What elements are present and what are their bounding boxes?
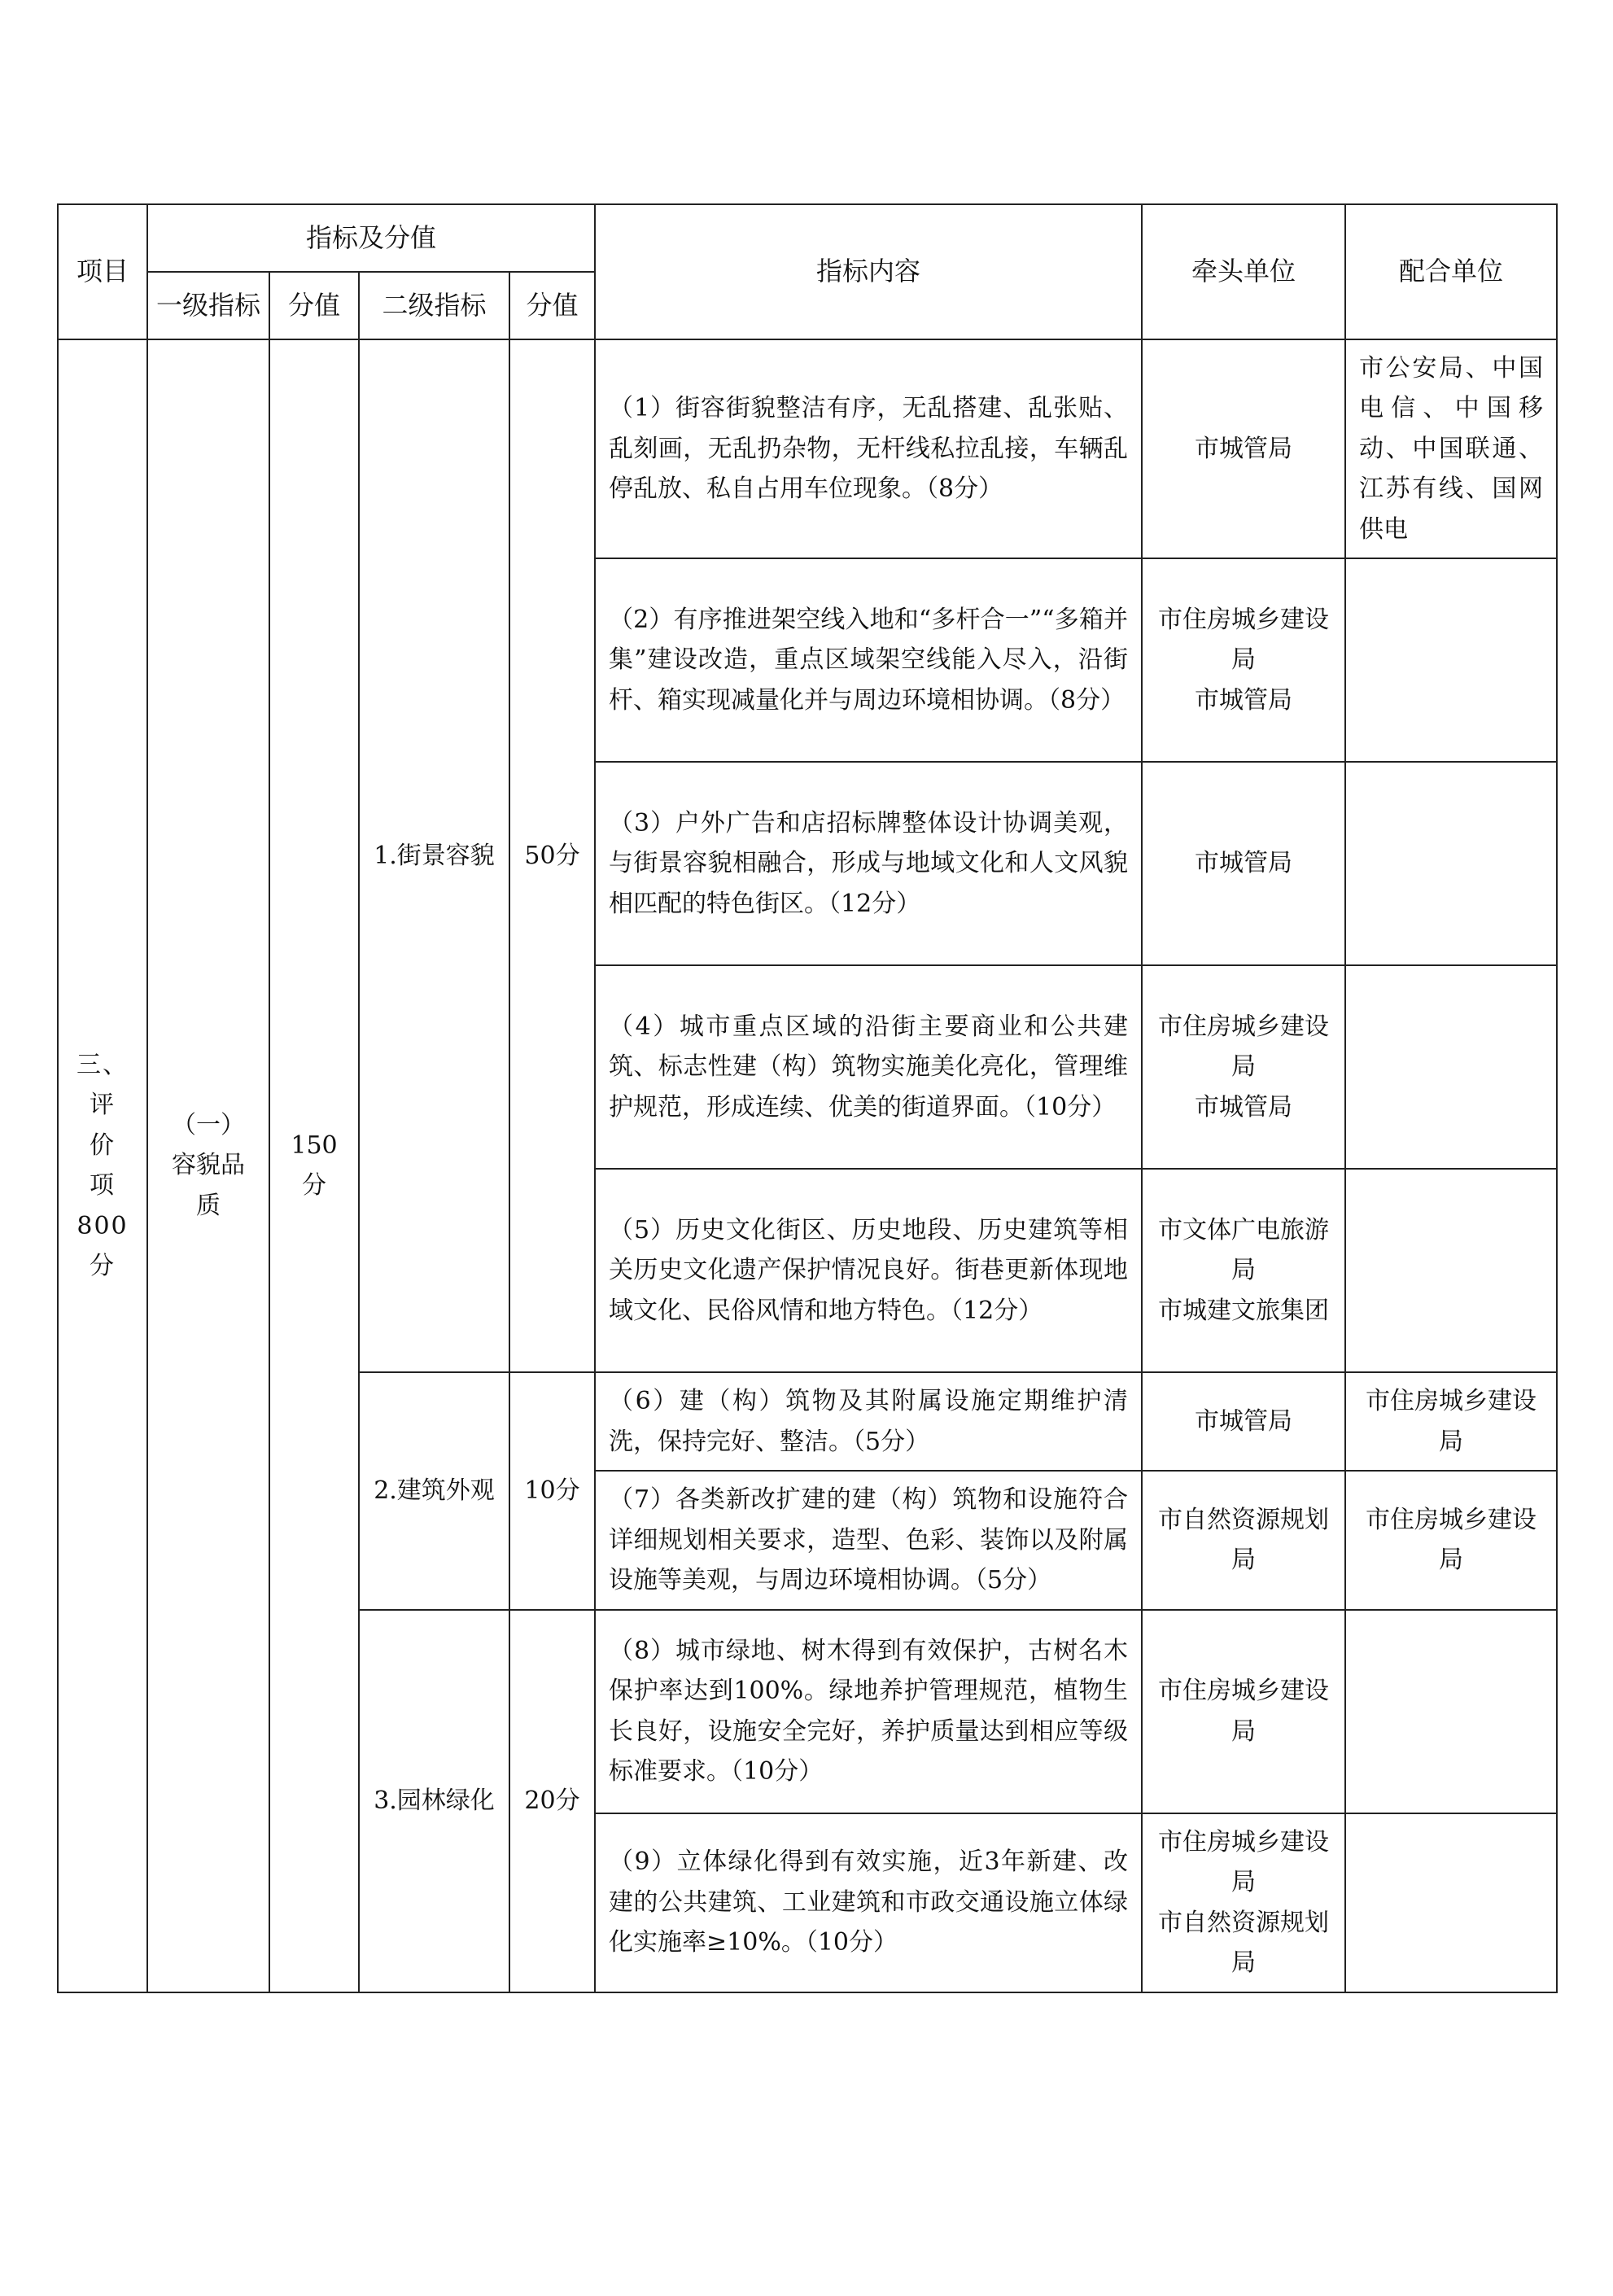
- project-score: 800分: [76, 1211, 129, 1281]
- coop-unit-cell: 市住房城乡建设局: [1345, 1471, 1557, 1610]
- content-cell: （2）有序推进架空线入地和“多杆合一”“多箱并集”建设改造，重点区域架空线能入尽入，沿街杆、箱实现减量化并与周边环境相协调。（8分）: [595, 558, 1142, 762]
- lead-unit: 市自然资源规划局: [1158, 1505, 1330, 1575]
- header-lead-unit: 牵头单位: [1142, 204, 1345, 339]
- level2-score: 20分: [509, 1610, 595, 1992]
- content-cell: （4）城市重点区域的沿街主要商业和公共建筑、标志性建（构）筑物实施美化亮化，管理维护规范，形成连续、优美的街道界面。（10分）: [595, 965, 1142, 1169]
- coop-unit-cell: [1345, 1610, 1557, 1813]
- header-content: 指标内容: [595, 204, 1142, 339]
- coop-unit-cell: 市住房城乡建设局: [1345, 1372, 1557, 1471]
- lead-unit: 市住房城乡建设局: [1158, 1827, 1330, 1897]
- content-cell: （9）立体绿化得到有效实施，近3年新建、改建的公共建筑、工业建筑和市政交通设施立体绿化实施率≥10%。（10分）: [595, 1813, 1142, 1992]
- coop-unit-cell: [1345, 1169, 1557, 1372]
- level1-number: （一）: [172, 1110, 245, 1139]
- lead-unit-cell: [1142, 1372, 1345, 1471]
- level1-name: 容貌品质: [172, 1151, 245, 1220]
- lead-unit-cell: [1142, 965, 1345, 1169]
- project-line: 三、: [76, 1050, 129, 1079]
- header-level1: 一级指标: [147, 272, 269, 339]
- project-line: 价: [90, 1131, 116, 1160]
- evaluation-table: [57, 203, 1558, 1993]
- lead-unit-cell: [1142, 558, 1345, 762]
- coop-unit-cell: [1345, 762, 1557, 965]
- lead-unit: 市城建文旅集团: [1158, 1296, 1330, 1325]
- project-line: 项: [90, 1171, 116, 1200]
- header-score-a: 分值: [269, 272, 359, 339]
- lead-unit: 市文体广电旅游局: [1158, 1215, 1330, 1285]
- lead-unit: 市住房城乡建设局: [1158, 1012, 1330, 1082]
- coop-unit-cell: [1345, 558, 1557, 762]
- lead-unit: 市城管局: [1195, 1092, 1293, 1122]
- lead-unit-cell: [1142, 1813, 1345, 1992]
- level1-cell: [147, 339, 269, 1992]
- project-line: 评: [90, 1091, 116, 1120]
- header-score-b: 分值: [509, 272, 595, 339]
- table-row: [58, 339, 1557, 559]
- evaluation-table-wrapper: [57, 203, 1556, 1993]
- lead-unit: 市城管局: [1195, 685, 1293, 715]
- lead-unit: 市城管局: [1195, 434, 1293, 463]
- content-cell: （6）建（构）筑物及其附属设施定期维护清洗，保持完好、整洁。（5分）: [595, 1372, 1142, 1471]
- lead-unit-cell: [1142, 339, 1345, 559]
- level2-score: 50分: [509, 339, 595, 1373]
- content-cell: （1）街容街貌整洁有序，无乱搭建、乱张贴、乱刻画，无乱扔杂物，无杆线私拉乱接，车辆乱停乱放、私自占用车位现象。（8分）: [595, 339, 1142, 559]
- lead-unit-cell: [1142, 762, 1345, 965]
- header-index-group: 指标及分值: [147, 204, 595, 272]
- lead-unit: 市住房城乡建设局: [1158, 1677, 1330, 1746]
- content-cell: （5）历史文化街区、历史地段、历史建筑等相关历史文化遗产保护情况良好。街巷更新体现地域文化、民俗风情和地方特色。（12分）: [595, 1169, 1142, 1372]
- level1-score: 150分: [269, 339, 359, 1992]
- level2-cell: 2.建筑外观: [359, 1372, 509, 1610]
- lead-unit: 市城管局: [1195, 1406, 1293, 1436]
- coop-unit-cell: [1345, 965, 1557, 1169]
- content-cell: （3）户外广告和店招标牌整体设计协调美观，与街景容貌相融合，形成与地域文化和人文风貌相匹配的特色街区。（12分）: [595, 762, 1142, 965]
- lead-unit-cell: [1142, 1471, 1345, 1610]
- coop-unit-cell: [1345, 1813, 1557, 1992]
- level2-cell: 1.街景容貌: [359, 339, 509, 1373]
- header-coop-unit: 配合单位: [1345, 204, 1557, 339]
- lead-unit-cell: [1142, 1610, 1345, 1813]
- lead-unit: 市自然资源规划局: [1158, 1908, 1330, 1978]
- lead-unit-cell: [1142, 1169, 1345, 1372]
- coop-unit-cell: 市公安局、中国电信、中国移动、中国联通、江苏有线、国网供电: [1345, 339, 1557, 559]
- content-cell: （7）各类新改扩建的建（构）筑物和设施符合详细规划相关要求，造型、色彩、装饰以及附属设施等美观，与周边环境相协调。（5分）: [595, 1471, 1142, 1610]
- header-row-1: [58, 204, 1557, 272]
- content-cell: （8）城市绿地、树木得到有效保护，古树名木保护率达到100%。绿地养护管理规范，植物生长良好，设施安全完好，养护质量达到相应等级标准要求。（10分）: [595, 1610, 1142, 1813]
- header-level2: 二级指标: [359, 272, 509, 339]
- project-cell: [58, 339, 147, 1992]
- lead-unit: 市城管局: [1195, 849, 1293, 878]
- level2-score: 10分: [509, 1372, 595, 1610]
- header-project: 项目: [58, 204, 147, 339]
- lead-unit: 市住房城乡建设局: [1158, 605, 1330, 675]
- level2-cell: 3.园林绿化: [359, 1610, 509, 1992]
